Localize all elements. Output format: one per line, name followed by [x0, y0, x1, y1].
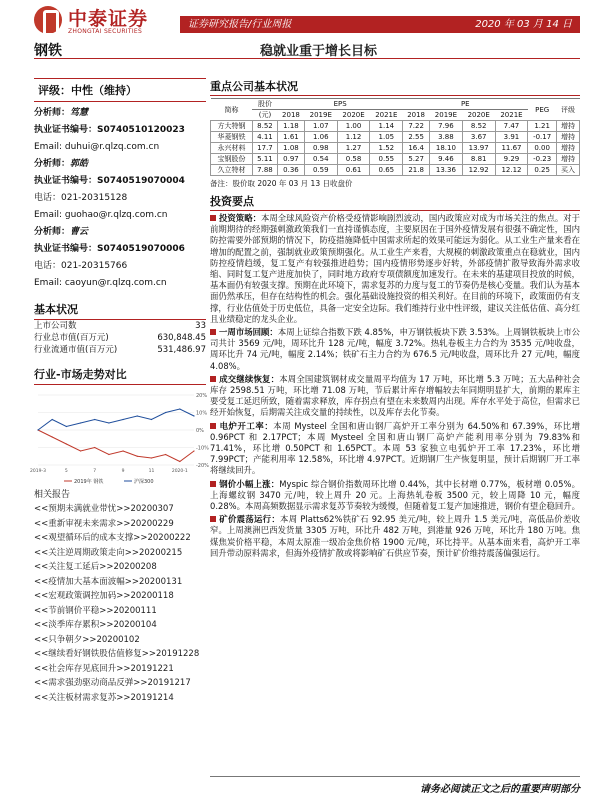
data-point — [179, 408, 180, 409]
investment-paragraph: 投资策略：本周全球风险资产价格受疫情影响剧烈波动，国内政策应对成为市场关注的焦点。对于前期期待的经期强刺激政策我们一直持谨慎态度，主要原因在于国外疫情发展有很强不确定性，国内防控需要外部预期的情况下，防疫措施降低中国需求所起的效果可能远为弱化。从工业生产量来看在增加的配置之前，强制就业政策预期强化。从工业生产来看，大规模的刺激政策重点在稳就业，国内防控疫情趋缓，复工复产有较强推进趋势；国内疫情形势逐步好转，外部疫情扩散导致海外需求收缩、同时复工复产进度加快了，同时地方政府专项债额度加速发行。在未来的基建项目投放的时候，基本面仍有较强支撑。预期在此环境下，需求复苏的力度与复工的节奏仍是核心变量。我们认为基本面仍然承压，但存在结构性的机会。强化基础设施投资的相关利好。在目前的环境下，政策面仍有支撑，行业估值处于历史低位，具备一定安全边际。我们维持行业中性评级，建议关注低估值、高分红且业绩稳定的龙头企业。 — [210, 213, 581, 324]
x-tick-label: 7 — [93, 469, 97, 474]
related-title: 相关报告 — [34, 490, 71, 500]
y-tick-label: -20% — [196, 463, 209, 469]
data-point — [94, 419, 95, 420]
market-chart — [30, 389, 209, 485]
bullet-square-icon — [210, 481, 216, 487]
related-report-link[interactable]: <<关注复工延后>>20200208 — [34, 562, 157, 572]
basic-row: 行业流通市值(百万元) 531,486.97 — [34, 345, 206, 355]
bullet-square-icon — [210, 376, 216, 382]
basic-row: 行业总市值(百万元) 630,848.45 — [34, 333, 206, 343]
related-report-link[interactable]: <<关注逆周期政策走向>>20200215 — [34, 547, 183, 558]
table-note: 备注：股价取 2020 年 03 月 13 日收盘价 — [210, 179, 353, 188]
investment-title: 投资要点 — [210, 193, 580, 211]
header-bar — [180, 16, 580, 33]
data-point — [165, 454, 166, 455]
related-report-link[interactable]: <<淡季库存累积>>20200104 — [34, 620, 157, 630]
table-row: 永兴材料 17.7 1.08 0.98 1.27 1.52 16.4 18.10 13.97 11.67 0.00 增持 — [211, 143, 580, 154]
report-type: 证券研究报告/行业周报 — [188, 19, 292, 30]
data-point — [66, 426, 67, 427]
data-point — [122, 419, 123, 420]
x-tick-label: 2019-3 — [30, 469, 46, 474]
investment-paragraph: 一周市场回顾：本周上证综合指数下跌 4.85%，申万钢铁板块下跌 3.53%。上周钢铁板块上市公司共计 3569 元/吨，周环比升 128 元/吨，幅度 3.72%。热轧卷板主力合约为 3535 元/吨收盘，周环比升 74 元/吨，幅度 2.14%；铁矿石主力合约为 676.5 元/吨收盘，周环比升 27 元/吨，幅度 4.08%。 — [210, 327, 580, 371]
table-row: 宝钢股份 5.11 0.97 0.54 0.58 0.55 5.27 9.46 8.81 9.29 -0.23 增持 — [211, 154, 580, 165]
related-report-link[interactable]: <<只争朝夕>>20200102 — [34, 634, 140, 645]
analyst-3: 分析师：曹云 执业证书编号：S0740519070006 电话：021-20315766 Email: caoyun@r.qlzq.com.cn — [34, 225, 206, 291]
basic-title: 基本状况 — [34, 301, 206, 320]
table-header-2: (元) 2018 2019E 2020E 2021E 2018 2019E 2020E 2021E — [211, 110, 580, 121]
x-tick-label: 5 — [64, 469, 68, 474]
x-tick-label: 9 — [121, 469, 125, 474]
chart-title: 行业-市场走势对比 — [34, 366, 206, 385]
data-point — [94, 447, 95, 448]
x-tick-label: 2020-1 — [171, 469, 188, 474]
left-column — [30, 78, 209, 705]
analyst-2: 分析师：郭皓 执业证书编号：S0740519070004 电话：021-20315128 Email: guohao@r.qlzq.com.cn — [34, 157, 206, 223]
report-date: 2020 年 03 月 14 日 — [475, 19, 572, 30]
table-row: 华菱钢铁 4.11 1.61 1.06 1.12 1.05 2.55 3.88 3.67 3.91 -0.17 增持 — [211, 132, 580, 143]
right-column — [210, 78, 580, 559]
data-point — [37, 429, 38, 430]
related-report-link[interactable]: <<节前钢价平稳>>20200111 — [34, 605, 157, 616]
sector-name: 钢铁 — [34, 43, 62, 59]
table-row: 方大特钢 8.52 1.18 1.07 1.00 1.14 7.22 7.96 8.52 7.47 1.21 增持 — [211, 121, 580, 132]
data-point — [66, 443, 67, 444]
data-point — [122, 450, 123, 451]
y-tick-label: -10% — [196, 445, 209, 452]
logo-mark-icon — [34, 6, 62, 34]
y-tick-label: 10% — [196, 410, 208, 417]
data-point — [108, 422, 109, 423]
investment-body — [210, 213, 580, 559]
series-line-0 — [38, 430, 194, 462]
logo-en: ZHONGTAI SECURITIES — [68, 28, 143, 35]
email[interactable]: Email: duhui@r.qlzq.com.cn — [34, 142, 160, 152]
data-point — [80, 422, 81, 423]
company-table — [210, 98, 580, 176]
table-header-1: 简称 股价 EPS PE PEG 评级 — [211, 99, 580, 110]
data-point — [108, 454, 109, 455]
data-point — [137, 415, 138, 416]
logo — [34, 4, 164, 38]
bullet-square-icon — [210, 329, 216, 335]
x-tick-label: 11 — [148, 469, 155, 474]
related-report-link[interactable]: <<宏观政策调控加码>>20200118 — [34, 591, 174, 601]
y-tick-label: 20% — [196, 393, 208, 399]
bullet-square-icon — [210, 423, 216, 429]
email[interactable]: Email: caoyun@r.qlzq.com.cn — [34, 278, 167, 288]
data-point — [193, 450, 194, 451]
basic-row: 上市公司数 33 — [34, 321, 206, 331]
bullet-square-icon — [210, 516, 216, 522]
related-report-link[interactable]: <<继续看好钢铁股估值修复>>20191228 — [34, 649, 200, 659]
doc-title: 稳就业重于增长目标 — [260, 44, 378, 59]
series-line-1 — [38, 409, 194, 430]
related-report-link[interactable]: <<预期未满就业带忧>>20200307 — [34, 504, 174, 514]
logo-cn: 中泰证券 — [68, 8, 149, 30]
analyst-1: 分析师：笃慧 执业证书编号：S0740510120023 Email: duhui@r.qlzq.com.cn — [34, 106, 206, 155]
investment-paragraph: 电炉开工率：本周 Mysteel 全国和唐山钢厂高炉开工率分别为 64.50%和 67.39%，环比增 0.96PCT 和 2.17PCT；本周 Mysteel 全国和唐山钢厂高炉产能利用率分别为 79.83%和 71.41%，环比增 0.50PCT 和 1.65PCT。本周 53 家独立电弧炉开工率 17.23%，环比增 7.99PCT；产能利用率 12.58%，环比增 4.97PCT。近期钢厂生产恢复明显，预计后期钢厂开工率将继续回升。 — [210, 420, 581, 476]
related-report-link[interactable]: <<观望循环后的成本支撑>>20200222 — [34, 533, 191, 543]
related-report-link[interactable]: <<需求强劲驱动商品反弹>>20191217 — [34, 678, 191, 688]
header-divider — [34, 58, 580, 59]
y-tick-label: 0% — [196, 428, 204, 434]
data-point — [179, 461, 180, 462]
data-point — [151, 419, 152, 420]
legend-label: 2019年 钢铁 — [74, 479, 104, 485]
footer-disclaimer: 请务必阅读正文之后的重要声明部分 — [210, 776, 580, 795]
related-list — [34, 502, 206, 705]
basic-table — [34, 320, 206, 356]
investment-paragraph: 矿价震荡运行：本周 Platts62%铁矿石 92.95 美元/吨，较上周升 1.5 美元/吨，高低品价差收窄。上周澳洲巴西发货量 3305 万吨，环比升 482 万吨，到港量 926 万吨，环比升 180 万吨。焦煤焦炭价格平稳，本周太原准一级冶金焦价格 1900 元/吨，环比持平。从基本面来看，高炉开工率回升带动原料需求，但海外疫情扩散或将影响矿石供应节奏，预计矿价维持震荡偏强运行。 — [210, 514, 581, 558]
data-point — [151, 457, 152, 458]
data-point — [137, 456, 138, 457]
related-report-link[interactable]: <<疫情加大基本面波幅>>20200131 — [34, 576, 183, 587]
related-report-link[interactable]: <<社会库存见底回升>>20191221 — [34, 663, 174, 674]
data-point — [52, 419, 53, 420]
related-report-link[interactable]: <<关注板材需求复苏>>20191214 — [34, 692, 174, 703]
email[interactable]: Email: guohao@r.qlzq.com.cn — [34, 210, 168, 220]
investment-paragraph: 钢价小幅上涨：Myspic 综合钢价指数周环比增 0.44%，其中长材增 0.77%，板材增 0.05%。上海螺纹钢 3470 元/吨，较上周升 20 元。上海热轧卷板 3500 元，较上周降 10 元，幅度 0.28%。本周高频数据显示需求复苏节奏较为缓慢，但随着复工复产加速推进，钢价有望企稳回升。 — [210, 478, 580, 512]
data-point — [80, 450, 81, 451]
legend-label: 沪深300 — [134, 479, 154, 485]
rating: 评级：中性（维持） — [34, 78, 206, 102]
investment-paragraph: 成交继续恢复：本周全国建筑钢材成交量周平均值为 17 万吨，环比增 5.3 万吨；五大品种社会库存 2598.51 万吨，环比增 71.08 万吨，节后累计库存增幅较去年同期明显扩大，前期的累库主要受复工延迟所致，随着需求释放，库存拐点有望在未来数周内出现。库存水平处于高位，但需求已经开始恢复，后期需关注成交量的持续性，以及库存去化节奏。 — [210, 373, 581, 418]
data-point — [193, 415, 194, 416]
data-point — [165, 412, 166, 413]
data-point — [52, 436, 53, 437]
market-chart-svg — [30, 389, 209, 485]
table-row: 久立特材 7.88 0.36 0.59 0.61 0.65 21.8 13.36 12.92 12.12 0.25 买入 — [211, 165, 580, 176]
phone: 电话：021-20315766 — [34, 261, 128, 271]
phone: 电话：021-20315128 — [34, 193, 128, 203]
table-title: 重点公司基本状况 — [210, 78, 580, 96]
related-report-link[interactable]: <<重新审视未来需求>>20200229 — [34, 518, 174, 529]
bullet-square-icon — [210, 215, 216, 221]
